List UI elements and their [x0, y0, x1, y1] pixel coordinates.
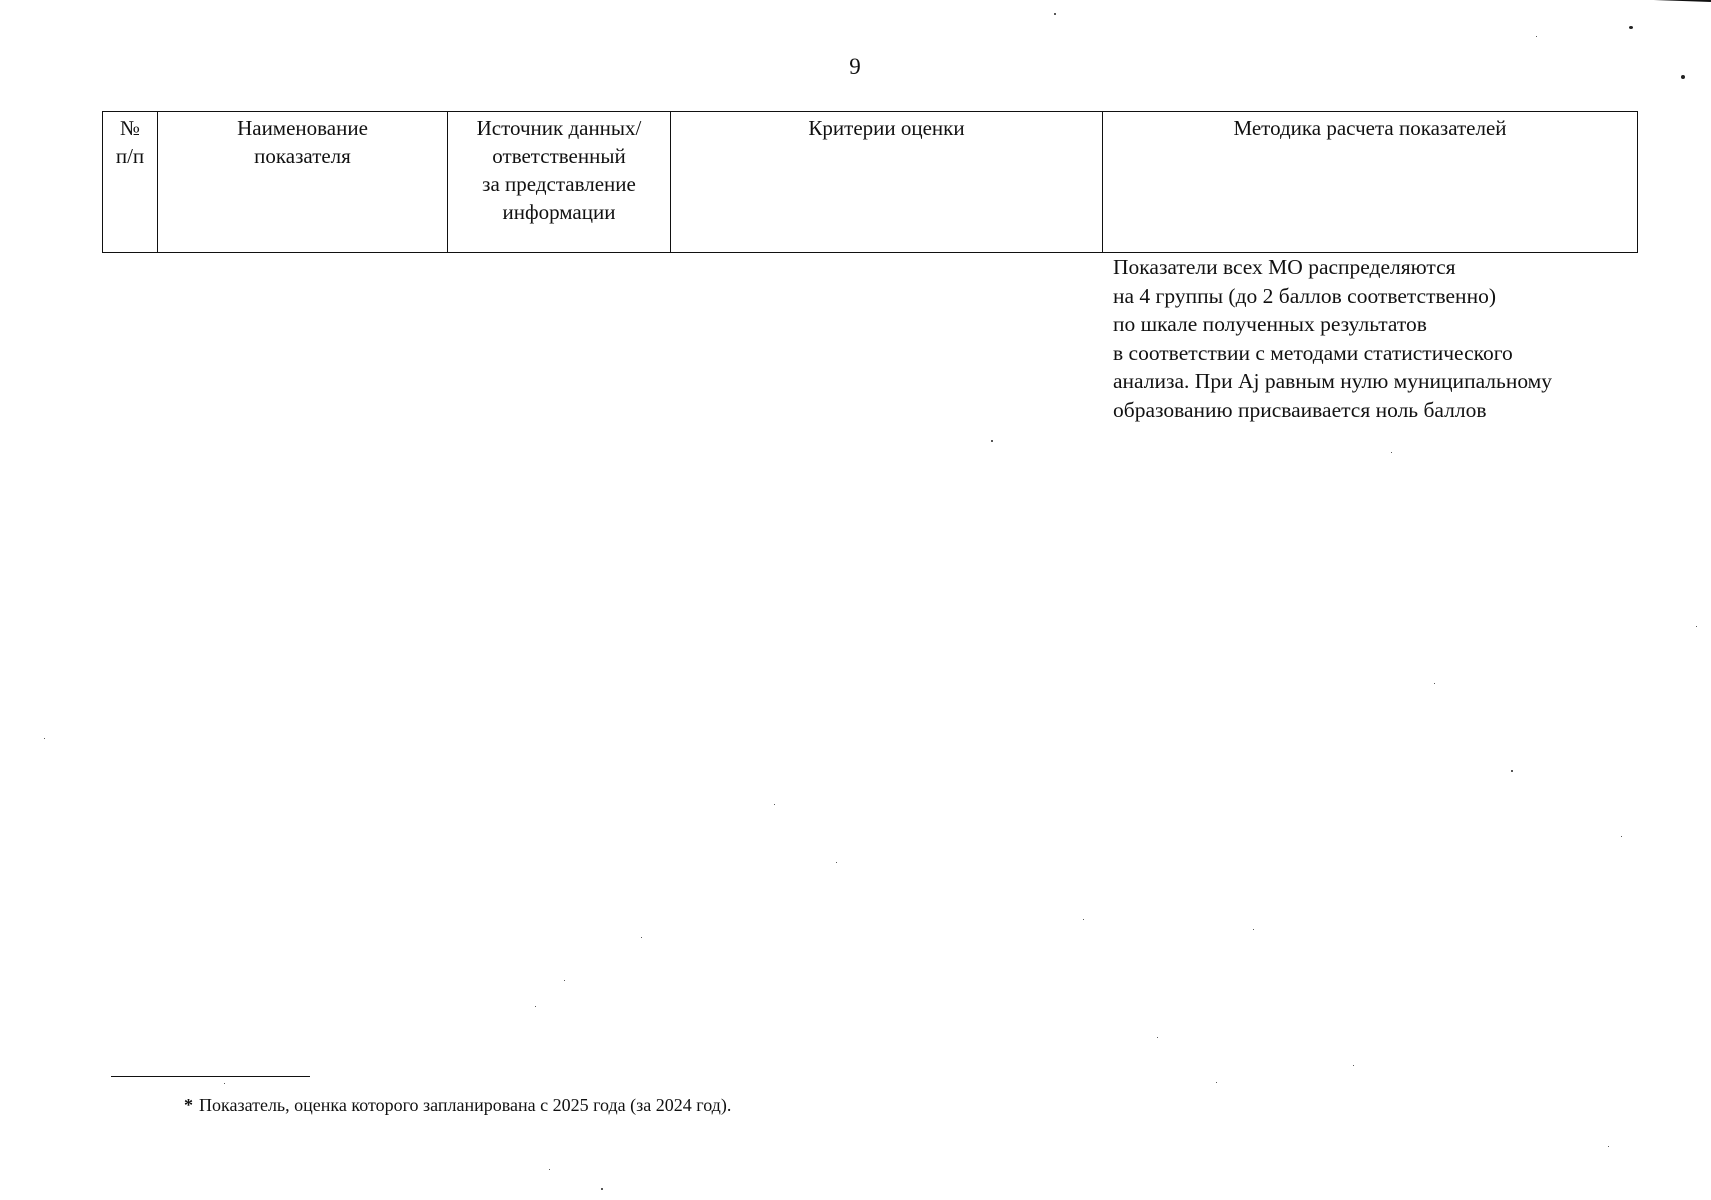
- header-cell-line: Источник данных/: [476, 116, 642, 140]
- scan-speck: [1391, 452, 1392, 453]
- table-header-row: [103, 112, 1638, 253]
- scan-speck: [1216, 1082, 1217, 1083]
- footnote-separator: [111, 1076, 310, 1077]
- scan-speck: [1434, 683, 1435, 684]
- scan-speck: [1157, 1037, 1158, 1038]
- header-cell-criteria: [671, 112, 1103, 253]
- scan-speck: [1083, 919, 1084, 920]
- scan-speck: [1536, 36, 1537, 37]
- footnote-marker: *: [184, 1095, 193, 1115]
- header-cell-line: ответственный: [492, 144, 626, 168]
- scan-speck: [1621, 836, 1622, 837]
- scan-speck: [601, 1188, 603, 1190]
- header-cell-line: Критерии оценки: [808, 116, 965, 140]
- header-cell-line: за представление: [482, 172, 636, 196]
- scan-speck: [44, 738, 45, 739]
- header-cell-number: [103, 112, 158, 253]
- scan-speck: [1353, 1065, 1354, 1066]
- scan-speck: [1511, 770, 1513, 772]
- indicator-header-table: [102, 111, 1638, 253]
- scan-speck: [774, 804, 775, 805]
- header-cell-line: показателя: [254, 144, 351, 168]
- scan-speck: [836, 862, 837, 863]
- header-cell-indicator-name: [158, 112, 448, 253]
- scan-speck: [224, 1083, 225, 1084]
- header-cell-line: п/п: [115, 144, 145, 168]
- scan-speck: [549, 1169, 550, 1170]
- paragraph-line: образованию присваивается ноль баллов: [1113, 397, 1487, 422]
- scan-speck: [1054, 13, 1056, 15]
- scan-speck: [1253, 929, 1254, 930]
- header-cell-line: Наименование: [237, 116, 368, 140]
- scan-speck: [1608, 1146, 1609, 1147]
- paragraph-line: Показатели всех МО распределяются: [1113, 255, 1456, 279]
- header-cell-line: №: [119, 116, 141, 140]
- paragraph-line: по шкале полученных результатов: [1113, 312, 1427, 336]
- scan-speck: [1681, 75, 1685, 79]
- paragraph-line: на 4 группы (до 2 баллов соответственно): [1113, 283, 1496, 308]
- footnote-text: Показатель, оценка которого запланирована с 2025 года (за 2024 год).: [199, 1095, 732, 1115]
- scan-speck: [564, 980, 565, 981]
- scan-edge-mark: [1621, 0, 1711, 2]
- paragraph-line: в соответствии с методами статистического: [1113, 340, 1513, 365]
- scan-speck: [1696, 626, 1697, 627]
- footnote: [184, 1093, 731, 1117]
- scan-speck: [641, 937, 642, 938]
- scan-speck: [991, 440, 993, 442]
- header-cell-line: информации: [502, 200, 616, 224]
- header-cell-methodology: [1103, 112, 1638, 253]
- scan-speck: [1629, 26, 1633, 29]
- scan-speck: [535, 1006, 536, 1007]
- page-number: 9: [849, 54, 861, 79]
- paragraph-line: анализа. При Aj равным нулю муниципальному: [1113, 369, 1553, 393]
- header-cell-data-source: [448, 112, 671, 253]
- header-cell-line: Методика расчета показателей: [1233, 116, 1507, 140]
- methodology-paragraph: [1113, 253, 1633, 424]
